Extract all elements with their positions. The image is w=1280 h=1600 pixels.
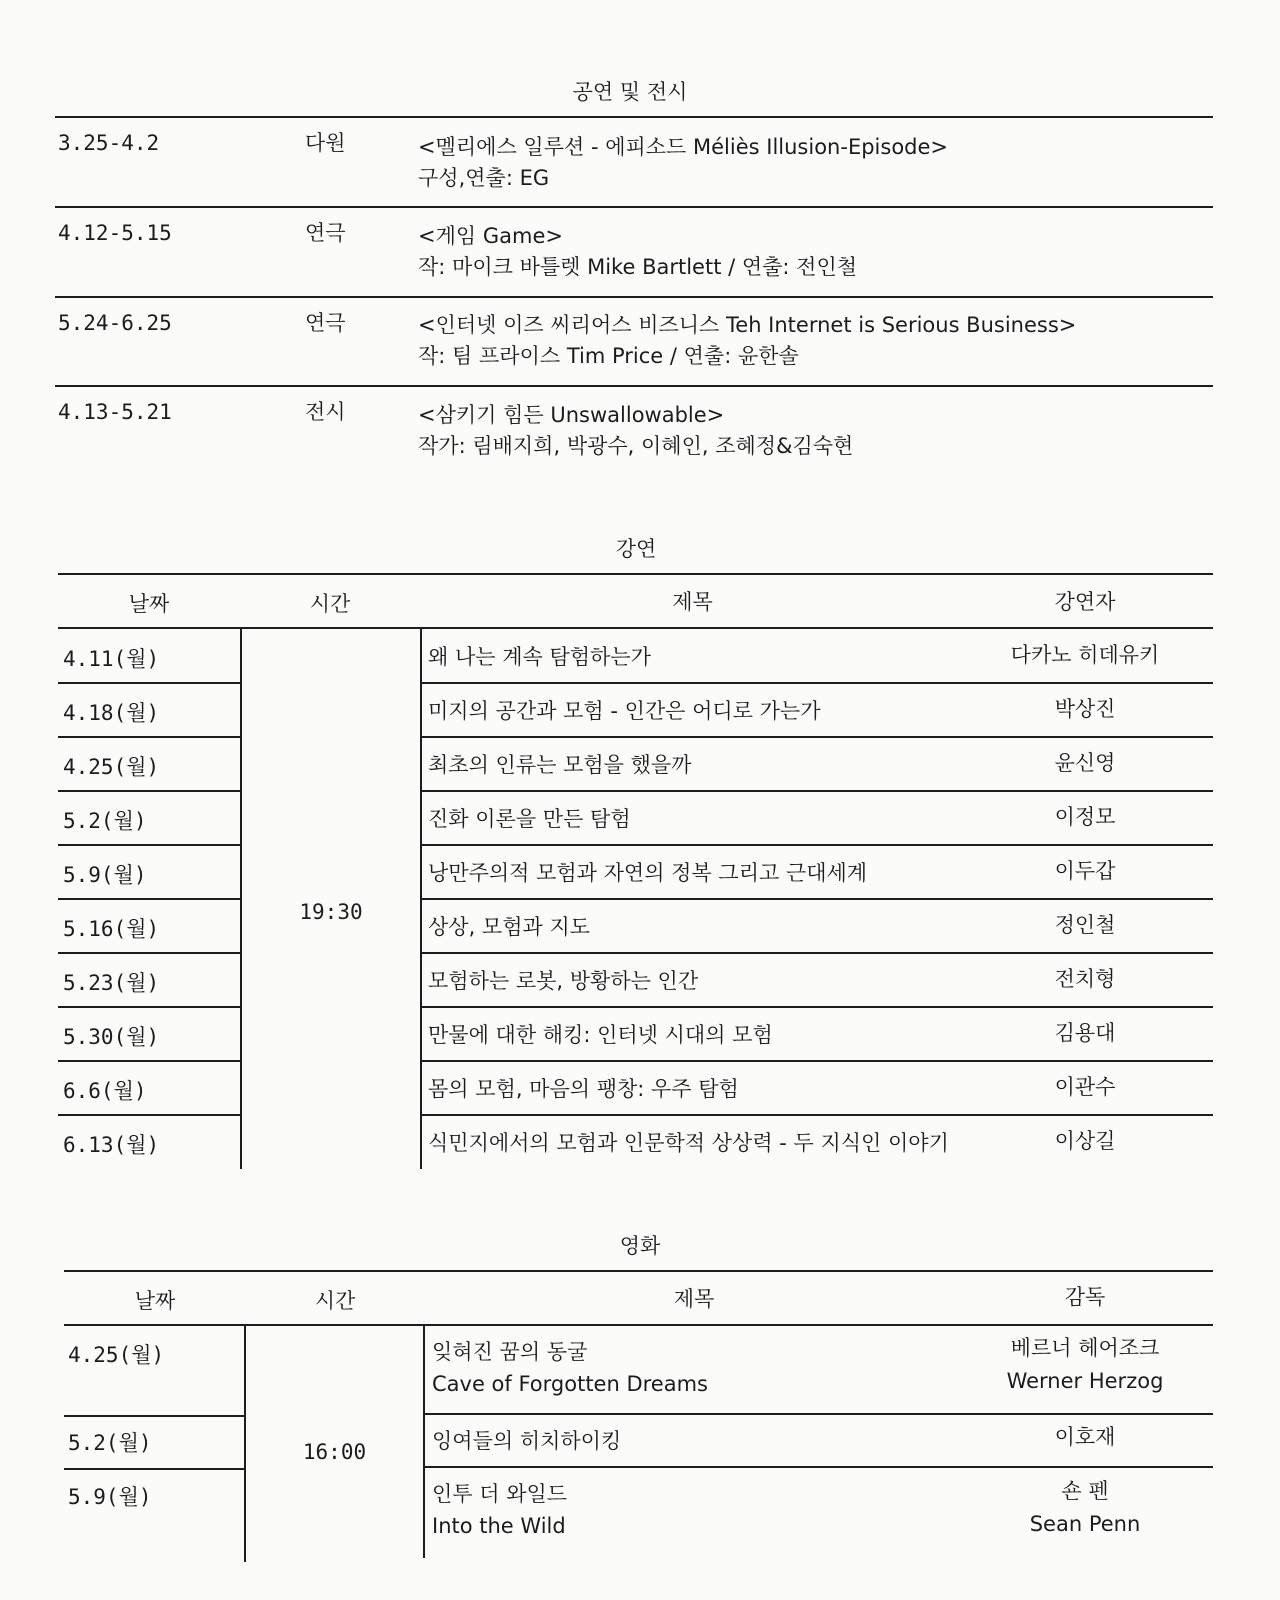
performance-title: <멜리에스 일루션 - 에피소드 Méliès Illusion-Episode> xyxy=(418,135,949,159)
performance-date: 4.13-5.21 xyxy=(58,400,172,424)
performance-credit: 작: 팀 프라이스 Tim Price / 연출: 윤한솔 xyxy=(418,344,799,368)
lecture-date: 5.2(월) xyxy=(63,809,147,833)
lecture-subject: 낭만주의적 모험과 자연의 정복 그리고 근대세계 xyxy=(428,861,868,885)
lecture-speaker: 다카노 히데유키 xyxy=(1010,643,1160,667)
lecture-subject: 왜 나는 계속 탐험하는가 xyxy=(428,645,651,669)
performance-genre: 연극 xyxy=(305,221,346,245)
row-divider xyxy=(420,790,1213,792)
row-divider xyxy=(420,736,1213,738)
row-divider xyxy=(420,682,1213,684)
films-top-rule xyxy=(64,1270,1213,1272)
lectures-header-rule xyxy=(58,627,1213,629)
row-divider xyxy=(58,1006,240,1008)
lecture-speaker: 이관수 xyxy=(1054,1075,1116,1099)
row-divider xyxy=(420,844,1213,846)
film-subject-ko: 잉여들의 히치하이킹 xyxy=(432,1429,622,1453)
lecture-subject: 모험하는 로봇, 방황하는 인간 xyxy=(428,969,699,993)
lecture-date: 5.9(월) xyxy=(63,863,147,887)
film-subject-en: Cave of Forgotten Dreams xyxy=(432,1372,708,1396)
lecture-speaker: 윤신영 xyxy=(1054,751,1116,775)
film-time: 16:00 xyxy=(302,1440,367,1464)
lectures-header-subject: 제목 xyxy=(672,590,713,614)
lecture-subject: 식민지에서의 모험과 인문학적 상상력 - 두 지식인 이야기 xyxy=(428,1131,949,1155)
row-divider xyxy=(55,296,1213,298)
lecture-subject: 만물에 대한 해킹: 인터넷 시대의 모험 xyxy=(428,1023,773,1047)
performance-genre: 다원 xyxy=(305,131,346,155)
row-divider xyxy=(423,1413,1213,1415)
films-col-divider xyxy=(423,1326,425,1558)
lecture-date: 6.6(월) xyxy=(63,1079,147,1103)
lectures-title: 강연 xyxy=(615,537,657,561)
performance-credit: 작: 마이크 바틀렛 Mike Bartlett / 연출: 전인철 xyxy=(418,255,858,279)
row-divider xyxy=(58,844,240,846)
films-header-date: 날짜 xyxy=(134,1289,176,1313)
lecture-subject: 미지의 공간과 모험 - 인간은 어디로 가는가 xyxy=(428,699,821,723)
performances-title: 공연 및 전시 xyxy=(572,80,688,104)
film-date: 5.2(월) xyxy=(68,1431,152,1455)
lectures-header-date: 날짜 xyxy=(128,592,170,616)
lecture-date: 4.11(월) xyxy=(63,647,160,671)
lecture-speaker: 김용대 xyxy=(1054,1021,1116,1045)
lecture-speaker: 전치형 xyxy=(1054,967,1116,991)
films-header-director: 감독 xyxy=(1064,1285,1106,1309)
lecture-speaker: 이두갑 xyxy=(1054,859,1116,883)
performance-genre: 연극 xyxy=(305,311,346,335)
lecture-subject: 최초의 인류는 모험을 했을까 xyxy=(428,753,692,777)
performance-credit: 작가: 림배지희, 박광수, 이혜인, 조혜정&김숙현 xyxy=(418,434,854,458)
lecture-speaker: 정인철 xyxy=(1054,913,1116,937)
film-director-ko: 숀 펜 xyxy=(1061,1479,1109,1503)
lecture-date: 4.25(월) xyxy=(63,755,160,779)
performance-genre: 전시 xyxy=(305,400,346,424)
lecture-date: 5.23(월) xyxy=(63,971,160,995)
film-director-ko: 베르너 헤어조크 xyxy=(1010,1336,1160,1360)
performance-title: <인터넷 이즈 씨리어스 비즈니스 Teh Internet is Serious Business> xyxy=(418,313,1077,337)
row-divider xyxy=(420,1060,1213,1062)
row-divider xyxy=(64,1415,244,1417)
row-divider xyxy=(58,898,240,900)
row-divider xyxy=(423,1466,1213,1468)
lecture-subject: 몸의 모험, 마음의 팽창: 우주 탐험 xyxy=(428,1077,739,1101)
film-subject-ko: 인투 더 와일드 xyxy=(432,1482,568,1506)
film-subject-en: Into the Wild xyxy=(432,1514,566,1538)
lectures-header-time: 시간 xyxy=(309,592,351,616)
performance-date: 3.25-4.2 xyxy=(58,131,160,155)
performance-title: <삼키기 힘든 Unswallowable> xyxy=(418,403,725,427)
film-director-en: Sean Penn xyxy=(1029,1512,1141,1536)
lecture-speaker: 이상길 xyxy=(1054,1129,1116,1153)
lecture-date: 4.18(월) xyxy=(63,701,160,725)
row-divider xyxy=(420,898,1213,900)
films-title: 영화 xyxy=(619,1234,661,1258)
lecture-subject: 상상, 모험과 지도 xyxy=(428,915,591,939)
row-divider xyxy=(64,1468,244,1470)
film-date: 4.25(월) xyxy=(68,1343,165,1367)
films-header-time: 시간 xyxy=(314,1289,356,1313)
lecture-time: 19:30 xyxy=(299,900,363,924)
film-subject-ko: 잊혀진 꿈의 동굴 xyxy=(432,1340,588,1364)
film-director-ko: 이호재 xyxy=(1054,1425,1116,1449)
row-divider xyxy=(58,952,240,954)
performance-date: 4.12-5.15 xyxy=(58,221,172,245)
performance-title: <게임 Game> xyxy=(418,224,563,248)
row-divider xyxy=(55,385,1213,387)
film-director-en: Werner Herzog xyxy=(1006,1369,1164,1393)
films-header-rule xyxy=(64,1324,1213,1326)
row-divider xyxy=(58,682,240,684)
row-divider xyxy=(55,206,1213,208)
performance-date: 5.24-6.25 xyxy=(58,311,172,335)
row-divider xyxy=(58,1114,240,1116)
lecture-speaker: 이정모 xyxy=(1054,805,1116,829)
lecture-date: 5.16(월) xyxy=(63,917,160,941)
film-date: 5.9(월) xyxy=(68,1485,152,1509)
lecture-date: 5.30(월) xyxy=(63,1025,160,1049)
row-divider xyxy=(420,1114,1213,1116)
performances-top-rule xyxy=(55,116,1213,118)
row-divider xyxy=(420,1006,1213,1008)
lecture-date: 6.13(월) xyxy=(63,1133,160,1157)
lecture-subject: 진화 이론을 만든 탐험 xyxy=(428,807,631,831)
performance-credit: 구성,연출: EG xyxy=(418,166,550,190)
lectures-top-rule xyxy=(58,573,1213,575)
lecture-speaker: 박상진 xyxy=(1054,697,1116,721)
lectures-header-speaker: 강연자 xyxy=(1054,590,1116,614)
row-divider xyxy=(58,790,240,792)
row-divider xyxy=(58,736,240,738)
films-header-subject: 제목 xyxy=(673,1287,715,1311)
row-divider xyxy=(58,1060,240,1062)
row-divider xyxy=(420,952,1213,954)
